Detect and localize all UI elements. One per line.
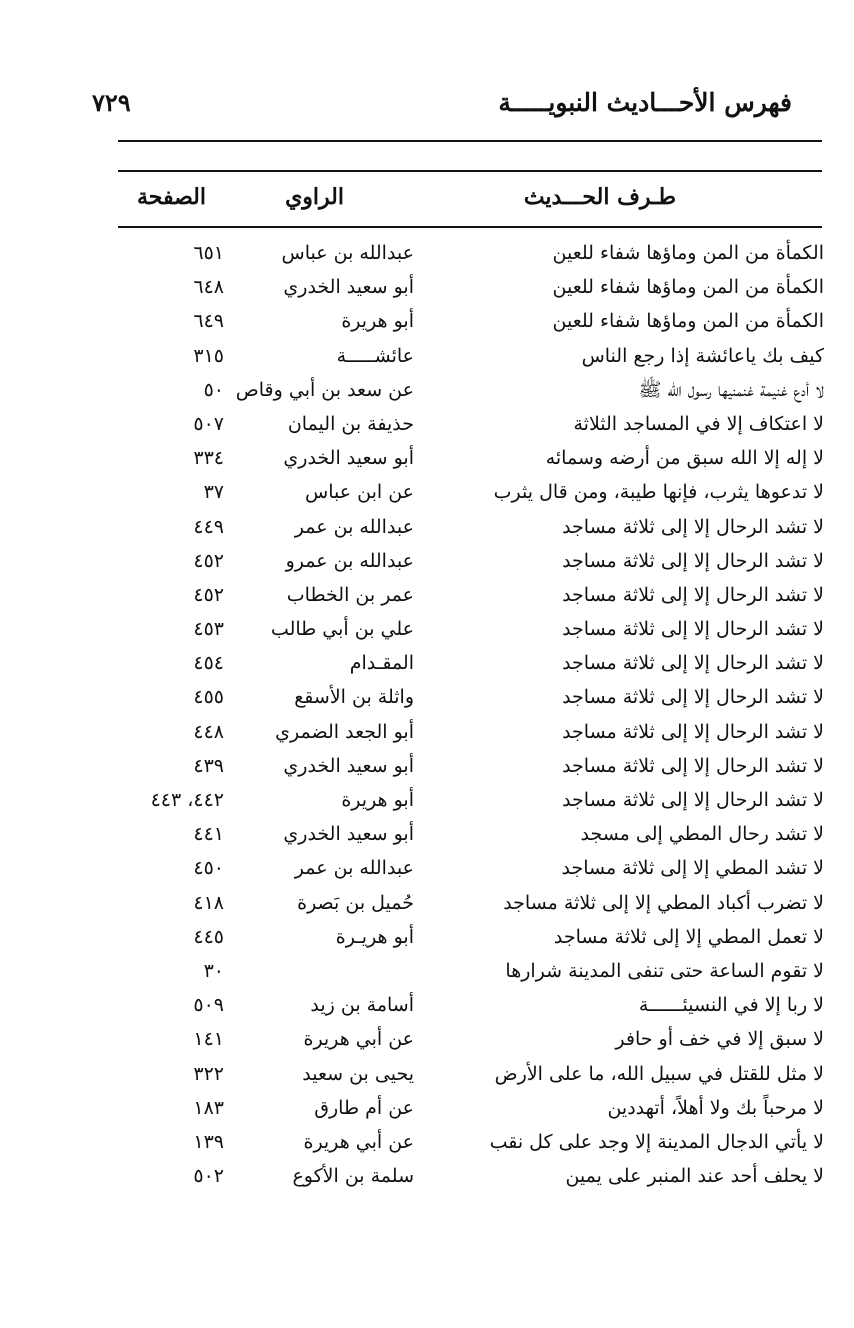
hadith-cell: لا يحلف أحد عند المنبر على يمين [565, 1165, 824, 1188]
hadith-cell: لا تضرب أكباد المطي إلا إلى ثلاثة مساجد [503, 891, 824, 914]
page-cell: ٣١٥ [193, 344, 224, 367]
hadith-cell: لا ربا إلا في النسيئــــــة [638, 994, 824, 1017]
narrator-cell: أبو الجعد الضمري [275, 720, 414, 743]
table-row [0, 1127, 854, 1161]
table-row [0, 682, 854, 716]
narrator-cell: يحيى بن سعيد [302, 1062, 414, 1085]
table-row [0, 443, 854, 477]
narrator-cell: عن أبي هريرة [303, 1130, 414, 1153]
hadith-cell: لا مرحباً بك ولا أهلاً، أتهددين [607, 1096, 824, 1119]
hadith-cell: لا تشد الرحال إلا إلى ثلاثة مساجد [562, 583, 824, 606]
hadith-cell: لا مثل للقتل في سبيل الله، ما على الأرض [494, 1062, 824, 1085]
table-row [0, 956, 854, 990]
table-row [0, 751, 854, 785]
table-row [0, 785, 854, 819]
hadith-cell: لا تشد الرحال إلا إلى ثلاثة مساجد [562, 652, 824, 675]
table-row [0, 888, 854, 922]
table-row [0, 648, 854, 682]
narrator-cell: أبو هريـرة [335, 925, 414, 948]
narrator-cell: عمر بن الخطاب [286, 583, 414, 606]
index-table-body [0, 238, 854, 1195]
narrator-cell: أبو هريرة [341, 789, 414, 811]
hadith-cell: كيف بك ياعائشة إذا رجع الناس [581, 344, 824, 367]
page-cell: ٦٤٨ [193, 276, 224, 299]
table-row [0, 1161, 854, 1195]
hadith-cell: لا تشد الرحال إلا إلى ثلاثة مساجد [562, 686, 824, 709]
hadith-cell: لا إله إلا الله سبق من أرضه وسمائه [545, 447, 824, 470]
hadith-cell: الكمأة من المن وماؤها شفاء للعين [552, 242, 824, 264]
page-cell: ٣٧ [203, 481, 224, 504]
table-row [0, 238, 854, 272]
narrator-cell: عن أم طارق [314, 1096, 414, 1119]
page-cell: ٤٥٥ [193, 686, 224, 709]
page-cell: ٤٥٤ [193, 652, 224, 675]
hadith-cell: لا اعتكاف إلا في المساجد الثلاثة [573, 412, 824, 435]
page-cell: ٤٥٢ [193, 583, 224, 606]
table-row [0, 1093, 854, 1127]
page-cell: ٤١٨ [193, 891, 224, 914]
page-cell: ٥٠٧ [193, 412, 224, 435]
table-row [0, 341, 854, 375]
page-cell: ٥٠ [203, 378, 224, 401]
page-cell: ١٤١ [193, 1028, 224, 1051]
hadith-cell: لا تشد الرحال إلا إلى ثلاثة مساجد [562, 754, 824, 777]
table-row [0, 717, 854, 751]
page-number: ٧٢٩ [92, 88, 131, 117]
narrator-cell: المقـدام [349, 652, 414, 675]
hadith-cell: لا أدع غنيمة غنمنيها رسول الله ﷺ [638, 378, 824, 401]
hadith-cell: لا تعمل المطي إلا إلى ثلاثة مساجد [553, 925, 824, 948]
table-row [0, 922, 854, 956]
table-row [0, 375, 854, 409]
hadith-cell: لا تشد الرحال إلا إلى ثلاثة مساجد [562, 549, 824, 572]
column-header-page: الصفحة [136, 184, 206, 210]
page-cell: ٥٠٩ [193, 994, 224, 1017]
page-cell: ٦٤٩ [193, 310, 224, 333]
table-row [0, 853, 854, 887]
page-cell: ٣٣٤ [193, 447, 224, 470]
narrator-cell: عبدالله بن عمر [294, 515, 414, 538]
table-row [0, 477, 854, 511]
running-title: فهرس الأحـــاديث النبويـــــة [498, 88, 792, 117]
table-row [0, 512, 854, 546]
narrator-cell: أبو سعيد الخدري [283, 823, 414, 846]
table-row [0, 1024, 854, 1058]
narrator-cell: أبو سعيد الخدري [283, 754, 414, 777]
narrator-cell: علي بن أبي طالب [270, 618, 414, 641]
narrator-cell: أبو هريرة [341, 310, 414, 333]
page-cell: ٣٠ [203, 959, 224, 982]
table-row [0, 272, 854, 306]
page-cell: ٥٠٢ [193, 1165, 224, 1188]
hadith-cell: لا تشد الرحال إلا إلى ثلاثة مساجد [562, 618, 824, 641]
page-cell: ٤٥٣ [193, 618, 224, 641]
narrator-cell: عبدالله بن عباس [281, 242, 414, 264]
page-cell: ٤٤١ [193, 823, 224, 846]
header-rule [118, 140, 822, 142]
hadith-cell: لا تشد الرحال إلا إلى ثلاثة مساجد [562, 515, 824, 538]
hadith-cell: الكمأة من المن وماؤها شفاء للعين [552, 310, 824, 333]
narrator-cell: حُميل بن بَصرة [297, 891, 414, 914]
table-row [0, 990, 854, 1024]
narrator-cell: حذيفة بن اليمان [287, 412, 414, 435]
hadith-cell: لا تشد الرحال إلا إلى ثلاثة مساجد [562, 720, 824, 743]
hadith-cell: لا تشد رحال المطي إلى مسجد [580, 823, 824, 846]
page-cell: ٣٢٢ [193, 1062, 224, 1085]
narrator-cell: عبدالله بن عمرو [285, 549, 414, 572]
hadith-cell: الكمأة من المن وماؤها شفاء للعين [552, 276, 824, 299]
narrator-cell: عن سعد بن أبي وقاص [235, 378, 414, 401]
page-cell: ٤٥٢ [193, 549, 224, 572]
hadith-cell: لا تدعوها يثرب، فإنها طيبة، ومن قال يثرب [493, 481, 824, 504]
column-header-narrator: الراوي [285, 184, 344, 210]
page-cell: ٤٤٢، ٤٤٣ [150, 789, 224, 811]
table-top-rule [118, 170, 822, 172]
narrator-cell: عن أبي هريرة [303, 1028, 414, 1051]
narrator-cell: أبو سعيد الخدري [283, 276, 414, 299]
page-cell: ١٨٣ [193, 1096, 224, 1119]
narrator-cell: أسامة بن زيد [310, 994, 414, 1017]
page-cell: ٤٥٠ [193, 857, 224, 880]
table-row [0, 614, 854, 648]
table-row [0, 819, 854, 853]
narrator-cell: عائشـــــة [336, 344, 414, 367]
hadith-cell: لا تقوم الساعة حتى تنفى المدينة شرارها [505, 959, 824, 982]
table-row [0, 580, 854, 614]
narrator-cell: أبو سعيد الخدري [283, 447, 414, 470]
narrator-cell: واثلة بن الأسقع [294, 686, 414, 709]
hadith-cell: لا تشد المطي إلا إلى ثلاثة مساجد [561, 857, 824, 880]
hadith-cell: لا سبق إلا في خف أو حافر [615, 1028, 824, 1051]
narrator-cell: سلمة بن الأكوع [292, 1165, 414, 1188]
hadith-cell: لا يأتي الدجال المدينة إلا وجد على كل نقب [489, 1130, 824, 1153]
page-cell: ٤٤٩ [193, 515, 224, 538]
page-cell: ٤٣٩ [193, 754, 224, 777]
hadith-cell: لا تشد الرحال إلا إلى ثلاثة مساجد [562, 789, 824, 811]
table-row [0, 1059, 854, 1093]
narrator-cell: عبدالله بن عمر [294, 857, 414, 880]
page-cell: ٦٥١ [193, 242, 224, 264]
table-row [0, 306, 854, 340]
table-header-rule [118, 226, 822, 228]
table-row [0, 546, 854, 580]
page-cell: ٤٤٨ [193, 720, 224, 743]
column-header-hadith: طـرف الحـــديث [523, 184, 676, 210]
table-row [0, 409, 854, 443]
page-cell: ٤٤٥ [193, 925, 224, 948]
page-cell: ١٣٩ [193, 1130, 224, 1153]
narrator-cell: عن ابن عباس [305, 481, 414, 504]
